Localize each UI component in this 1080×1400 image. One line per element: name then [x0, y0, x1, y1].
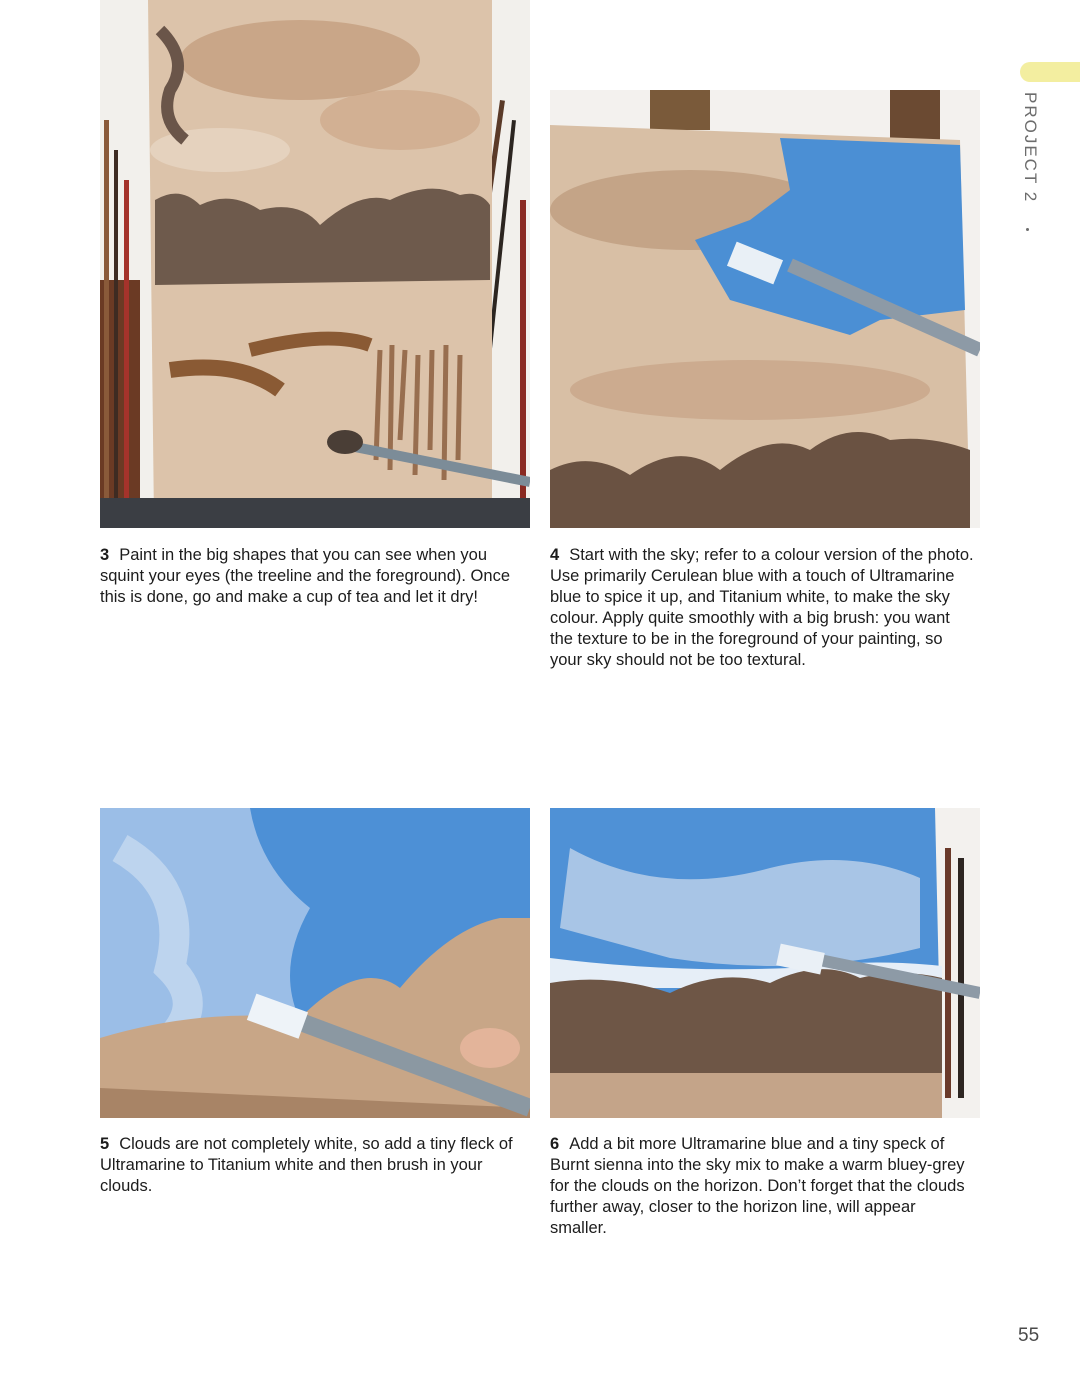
step-3-caption	[100, 545, 525, 608]
step-3-text: Paint in the big shapes that you can see when you squint your eyes (the treeline and the foreground). Once this is done, go and make a cup of tea and let it dry!	[100, 546, 510, 606]
step-3-number: 3	[100, 546, 110, 564]
step-4-caption	[550, 545, 975, 671]
step-4-number: 4	[550, 546, 560, 564]
step-6-caption	[550, 1134, 975, 1239]
step-3-photo	[100, 0, 530, 528]
section-tab-marker	[1020, 62, 1080, 82]
step-5-text: Clouds are not completely white, so add a tiny fleck of Ultramarine to Titanium white and then brush in your clouds.	[100, 1135, 513, 1195]
step-6-number: 6	[550, 1135, 560, 1153]
step-4-text: Start with the sky; refer to a colour version of the photo. Use primarily Cerulean blue with a touch of Ultramarine blue to spice it up, and Titanium white, to make the sky colour. Apply quite smoothly with a big brush: you want the texture to be in the foreground of your painting, so your sky should not be too textural.	[550, 546, 974, 669]
step-5-photo	[100, 808, 530, 1118]
page-number: 55	[1018, 1325, 1040, 1346]
step-6-text: Add a bit more Ultramarine blue and a tiny speck of Burnt sienna into the sky mix to make a warm bluey-grey for the clouds on the horizon. Don’t forget that the clouds further away, closer to the horizon line, will appear smaller.	[550, 1135, 965, 1237]
step-5-caption	[100, 1134, 525, 1197]
step-6-photo	[550, 808, 980, 1118]
step-4-photo	[550, 90, 980, 528]
section-dot	[1026, 228, 1029, 231]
section-label: PROJECT 2	[1021, 92, 1040, 204]
step-5-number: 5	[100, 1135, 110, 1153]
